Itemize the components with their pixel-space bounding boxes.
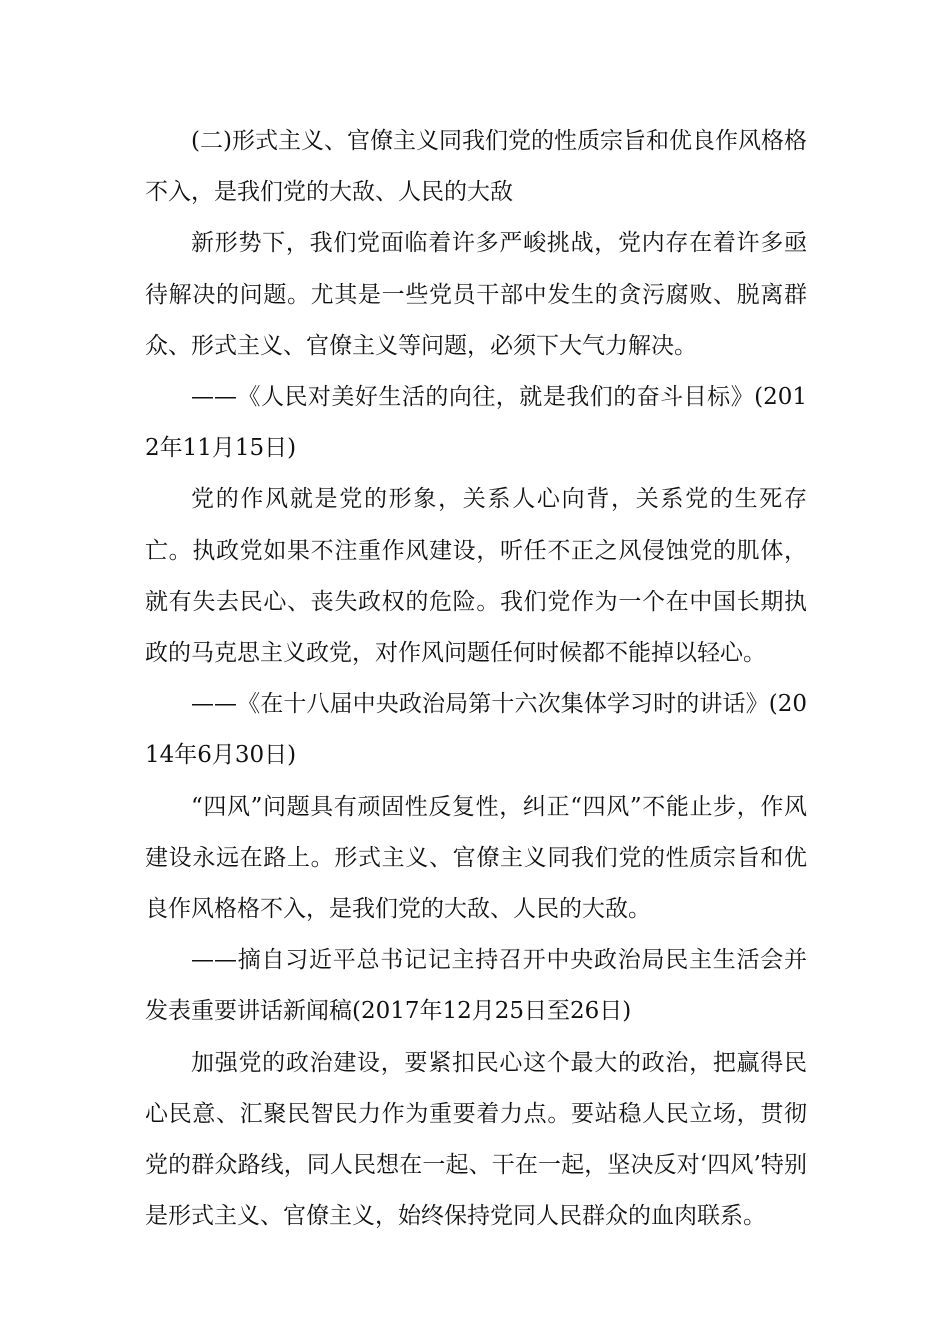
body-paragraph: 新形势下，我们党面临着许多严峻挑战，党内存在着许多亟待解决的问题。尤其是一些党员干部中发生的贪污腐败、脱离群众、形式主义、官僚主义等问题，必须下大气力解决。 (145, 230, 807, 359)
source-citation: ——摘自习近平总书记记主持召开中央政治局民主生活会并发表重要讲话新闻稿(2017年12月25日至26日) (145, 947, 807, 1025)
body-paragraph: “四风”问题具有顽固性反复性，纠正“四风”不能止步，作风建设永远在路上。形式主义、官僚主义同我们党的性质宗旨和优良作风格格不入，是我们党的大敌、人民的大敌。 (145, 793, 807, 923)
source-citation: ——《在十八届中央政治局第十六次集体学习时的讲话》(2014年6月30日) (145, 691, 807, 769)
document-body (145, 116, 807, 1242)
source-citation: ——《人民对美好生活的向往，就是我们的奋斗目标》(2012年11月15日) (145, 384, 807, 462)
body-paragraph: 加强党的政治建设，要紧扣民心这个最大的政治，把赢得民心民意、汇聚民智民力作为重要着力点。要站稳人民立场，贯彻党的群众路线，同人民想在一起、干在一起，坚决反对‘四风’特别是形式主义、官僚主义，始终保持党同人民群众的血肉联系。 (145, 1049, 807, 1230)
body-paragraph: 党的作风就是党的形象，关系人心向背，关系党的生死存亡。执政党如果不注重作风建设，听任不正之风侵蚀党的肌体，就有失去民心、丧失政权的危险。我们党作为一个在中国长期执政的马克思主义政党，对作风问题任何时候都不能掉以轻心。 (145, 486, 807, 667)
section-heading: (二)形式主义、官僚主义同我们党的性质宗旨和优良作风格格不入，是我们党的大敌、人民的大敌 (145, 128, 807, 206)
